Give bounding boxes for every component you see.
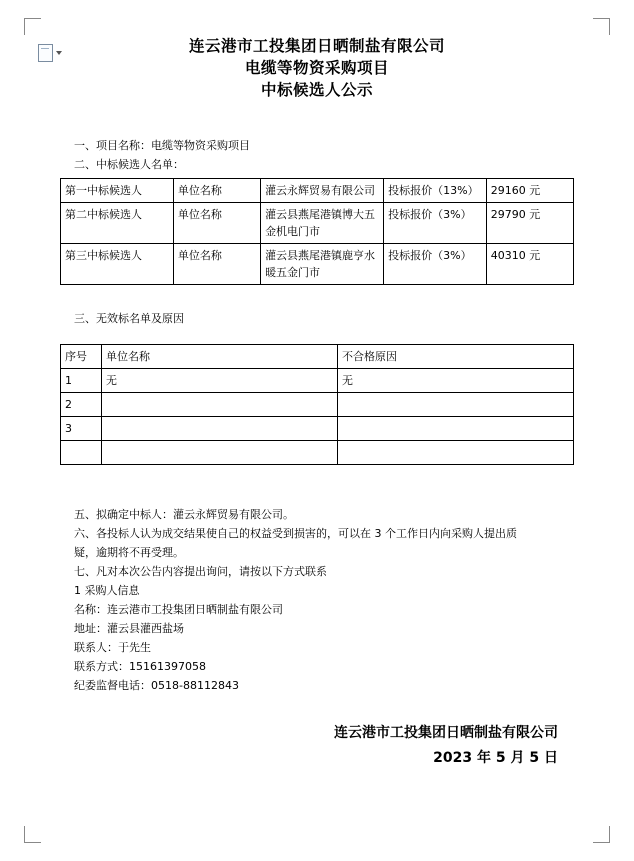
price-value: 29160 元 (486, 179, 573, 203)
price-label: 投标报价（13%） (384, 179, 487, 203)
crop-mark-top-right (593, 18, 610, 35)
section-6-objection-line-1: 六、各投标人认为成交结果使自己的权益受到损害的，可以在 3 个工作日内向采购人提出质 (74, 527, 517, 540)
cell-reason (338, 393, 574, 417)
page-title-line-2: 电缆等物资采购项目 (244, 59, 389, 77)
sheet-icon (38, 44, 53, 62)
cell-index: 1 (61, 369, 102, 393)
cell-reason (338, 441, 574, 465)
purchaser-name: 名称：连云港市工投集团日晒制盐有限公司 (74, 603, 283, 616)
column-header-unit-name: 单位名称 (102, 345, 338, 369)
crop-mark-bottom-left (24, 826, 41, 843)
purchaser-address: 地址：灌云县灌西盐场 (74, 622, 184, 635)
column-header-index: 序号 (61, 345, 102, 369)
section-7-contact-heading: 七、凡对本次公告内容提出询问，请按以下方式联系 (74, 565, 327, 578)
candidate-rank: 第二中标候选人 (61, 203, 174, 244)
cell-index (61, 441, 102, 465)
unit-name: 灌云县燕尾港镇博大五金机电门市 (261, 203, 384, 244)
spacer (60, 489, 574, 505)
purchaser-phone: 联系方式：15161397058 (74, 660, 206, 673)
cell-unit-name (102, 393, 338, 417)
crop-mark-bottom-right (593, 826, 610, 843)
candidate-rank: 第一中标候选人 (61, 179, 174, 203)
section-3-invalid-heading: 三、无效标名单及原因 (74, 312, 184, 325)
price-label: 投标报价（3%） (384, 244, 487, 285)
unit-label: 单位名称 (173, 203, 260, 244)
section-5-intended-winner: 五、拟确定中标人：灌云永辉贸易有限公司。 (74, 508, 294, 521)
cell-reason (338, 417, 574, 441)
unit-name: 灌云永辉贸易有限公司 (261, 179, 384, 203)
section-2-candidates-heading: 二、中标候选人名单： (74, 158, 184, 171)
unit-label: 单位名称 (173, 244, 260, 285)
price-label: 投标报价（3%） (384, 203, 487, 244)
candidates-table (60, 178, 574, 285)
cell-unit-name (102, 417, 338, 441)
table-row (61, 203, 574, 244)
signature-company: 连云港市工投集团日晒制盐有限公司 (334, 725, 558, 741)
table-header-row (61, 345, 574, 369)
table-row (61, 417, 574, 441)
table-row (61, 369, 574, 393)
supervision-phone: 纪委监督电话：0518-88112843 (74, 679, 239, 692)
cell-unit-name (102, 441, 338, 465)
cell-index: 2 (61, 393, 102, 417)
spacer (60, 328, 574, 344)
cell-reason: 无 (338, 369, 574, 393)
crop-mark-top-left (24, 18, 41, 35)
spacer (60, 124, 574, 136)
unit-name: 灌云县燕尾港镇鹿亨水暖五金门市 (261, 244, 384, 285)
cell-index: 3 (61, 417, 102, 441)
table-row (61, 244, 574, 285)
page-title-line-3: 中标候选人公示 (260, 81, 373, 99)
document-body (60, 34, 574, 771)
table-row (61, 441, 574, 465)
candidate-rank: 第三中标候选人 (61, 244, 174, 285)
spacer (60, 465, 574, 489)
table-row (61, 179, 574, 203)
cell-unit-name: 无 (102, 369, 338, 393)
spacer (60, 285, 574, 309)
price-value: 40310 元 (486, 244, 573, 285)
page-title-line-1: 连云港市工投集团日晒制盐有限公司 (188, 37, 445, 55)
invalid-bids-table (60, 344, 574, 465)
price-value: 29790 元 (486, 203, 573, 244)
section-6-objection-line-2: 疑，逾期将不再受理。 (74, 546, 184, 559)
table-row (61, 393, 574, 417)
section-1-project-name: 一、项目名称：电缆等物资采购项目 (74, 139, 250, 152)
column-header-reason: 不合格原因 (338, 345, 574, 369)
purchaser-contact-person: 联系人：于先生 (74, 641, 151, 654)
signature-block (60, 721, 574, 771)
purchaser-info-heading: 1 采购人信息 (74, 584, 140, 597)
spacer (60, 100, 574, 124)
signature-date: 2023 年 5 月 5 日 (433, 750, 558, 766)
unit-label: 单位名称 (173, 179, 260, 203)
